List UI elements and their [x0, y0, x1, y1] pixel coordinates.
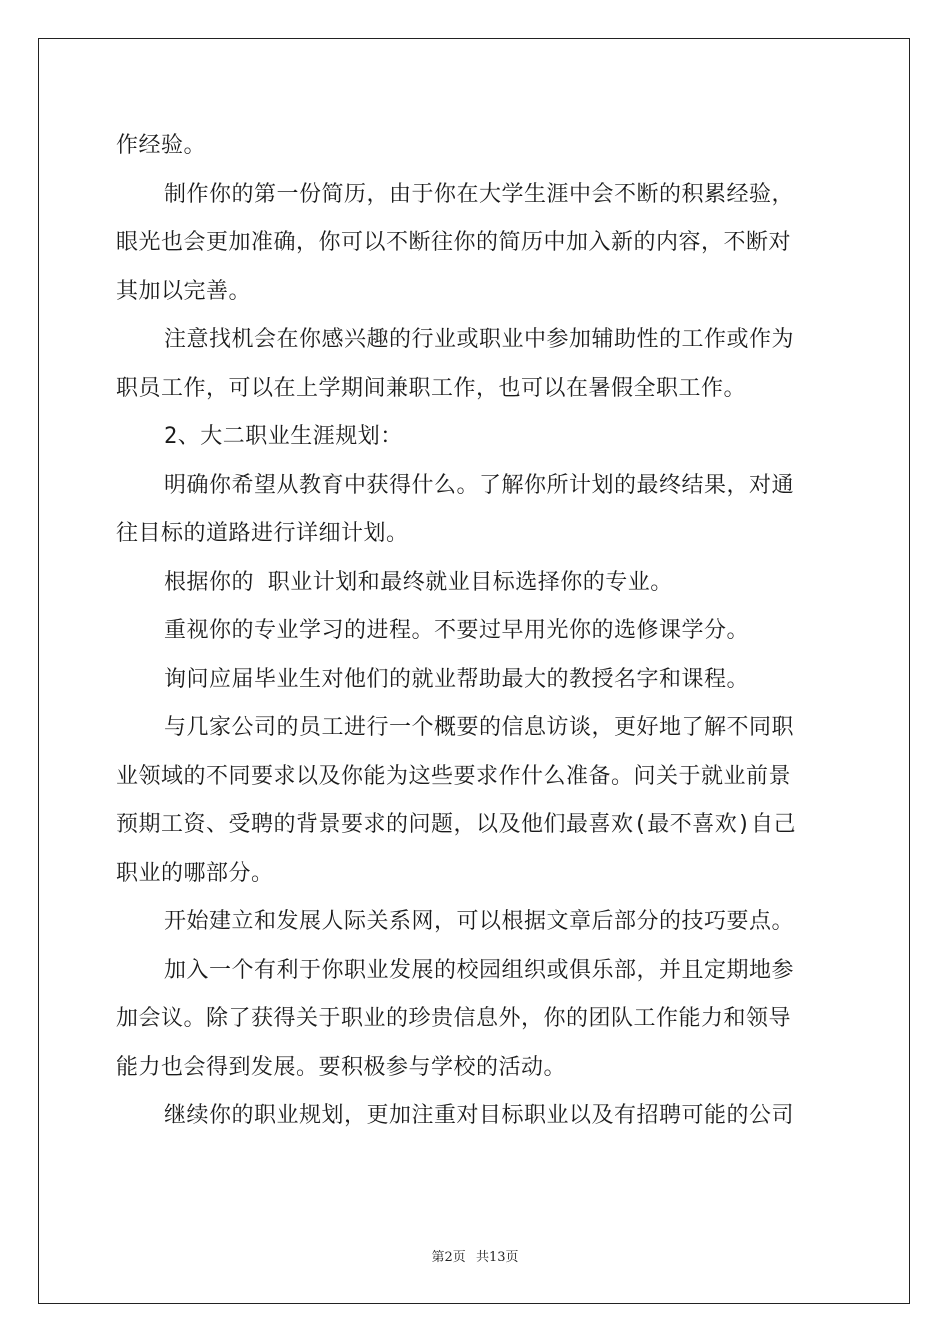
text-line: 职员工作，可以在上学期间兼职工作，也可以在暑假全职工作。 [116, 375, 747, 401]
text-line: 眼光也会更加准确，你可以不断往你的简历中加入新的内容，不断对 [116, 230, 792, 255]
text-line: 业领域的不同要求以及你能为这些要求作什么准备。问关于就业前景 [116, 763, 792, 789]
text-line: 职业的哪部分。 [116, 860, 274, 886]
text-line: 根据你的 职业计划和最终就业目标选择你的专业。 [164, 569, 673, 595]
text-line: 继续你的职业规划，更加注重对目标职业以及有招聘可能的公司 [164, 1103, 795, 1128]
text-line: 注意找机会在你感兴趣的行业或职业中参加辅助性的工作或作为 [164, 327, 795, 352]
text-line: 往目标的道路进行详细计划。 [116, 521, 409, 546]
text-line: 制作你的第一份简历，由于你在大学生涯中会不断的积累经验， [164, 181, 795, 207]
text-line: 重视你的专业学习的进程。不要过早用光你的选修课学分。 [164, 618, 750, 643]
text-line: 开始建立和发展人际关系网，可以根据文章后部分的技巧要点。 [164, 909, 795, 934]
text-line: 明确你希望从教育中获得什么。了解你所计划的最终结果，对通 [164, 472, 795, 498]
text-line: 预期工资、受聘的背景要求的问题，以及他们最喜欢(最不喜欢)自己 [116, 812, 796, 837]
text-line: 加会议。除了获得关于职业的珍贵信息外，你的团队工作能力和领导 [116, 1006, 792, 1031]
text-line: 作经验。 [116, 133, 207, 158]
page-footer [0, 1246, 950, 1265]
text-line: 加入一个有利于你职业发展的校园组织或俱乐部，并且定期地参 [164, 957, 795, 983]
text-line: 询问应届毕业生对他们的就业帮助最大的教授名字和课程。 [164, 666, 750, 692]
page-number: 第2页 [431, 1250, 466, 1265]
text-line: 能力也会得到发展。要积极参与学校的活动。 [116, 1054, 567, 1080]
text-line: 2、大二职业生涯规划： [164, 424, 403, 449]
document-body [116, 122, 836, 1141]
text-line: 与几家公司的员工进行一个概要的信息访谈，更好地了解不同职 [164, 715, 795, 740]
total-pages: 共13页 [475, 1250, 519, 1265]
text-line: 其加以完善。 [116, 278, 252, 304]
